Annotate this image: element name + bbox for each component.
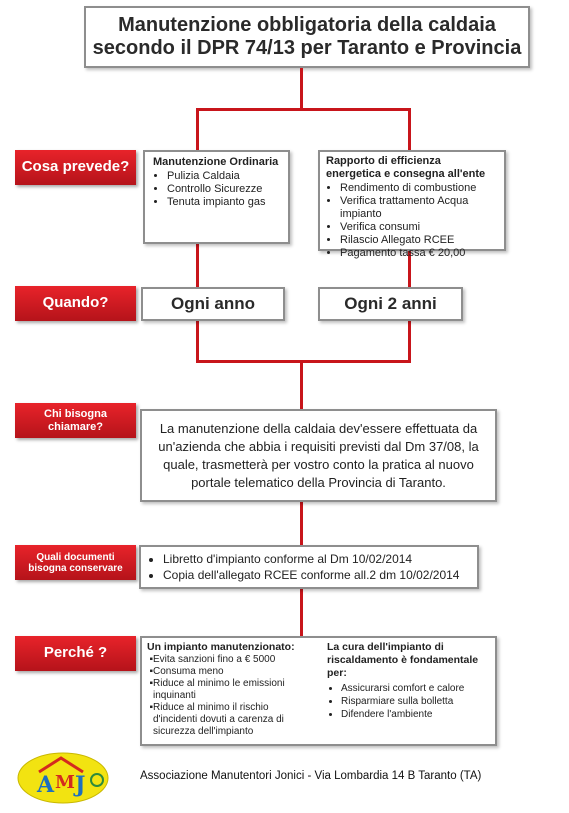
- svg-text:J: J: [75, 772, 86, 798]
- list-item: ▪ Riduce al minimo le emissioni inquinanti: [153, 678, 312, 702]
- list-item: • Controllo Sicurezze: [167, 183, 280, 196]
- list-item: • Libretto d'impianto conforme al Dm 10/02/2014: [163, 551, 469, 567]
- list-item: ▪ Riduce al minimo il rischio d'incidenti dovuti a carenza di sicurezza dell'impianto: [153, 702, 312, 738]
- quando-left-label: Ogni anno: [170, 294, 256, 313]
- connector: [300, 68, 303, 109]
- amj-logo-icon: [17, 750, 110, 805]
- connector: [196, 320, 199, 362]
- list-item: • Tenuta impianto gas: [167, 196, 280, 209]
- list-item: • Verifica consumi: [340, 221, 498, 234]
- ordinaria-heading: Manutenzione Ordinaria: [153, 156, 279, 168]
- tag-documenti: [15, 545, 136, 580]
- connector: [300, 588, 303, 638]
- list-item: • Risparmiare sulla bolletta: [341, 695, 492, 708]
- chi-text: La manutenzione della caldaia dev'essere effettuata da un'azienda che abbia i requisiti previsti dal Dm 37/08, la quale, trasmetterà per vostro conto la pratica al nuovo portale telematico della Provincia di Taranto.: [158, 420, 479, 490]
- perche-box: [140, 636, 497, 746]
- ordinaria-box: [143, 150, 290, 244]
- list-item: ▪ Consuma meno: [153, 666, 312, 678]
- tag-documenti-label: Quali documenti bisogna conservare: [28, 551, 123, 574]
- svg-text:A: A: [37, 772, 55, 798]
- connector: [196, 108, 410, 111]
- tag-perche: [15, 636, 136, 671]
- list-item: • Difendere l'ambiente: [341, 708, 492, 721]
- connector: [300, 360, 303, 410]
- list-item: ▪ Evita sanzioni fino a € 5000: [153, 654, 312, 666]
- list-item: • Pulizia Caldaia: [167, 170, 280, 183]
- connector: [196, 108, 199, 151]
- svg-text:M: M: [55, 772, 75, 793]
- connector: [408, 108, 411, 151]
- perche-left-heading: Un impianto manutenzionato:: [147, 641, 295, 653]
- list-item: • Assicurarsi comfort e calore: [341, 682, 492, 695]
- tag-quando: [15, 286, 136, 321]
- title-box: [84, 6, 530, 68]
- list-item: • Copia dell'allegato RCEE conforme all.2 dm 10/02/2014: [163, 567, 469, 583]
- title-line-1: Manutenzione obbligatoria della caldaia: [118, 14, 496, 36]
- rapporto-heading: Rapporto di efficienza energetica e consegna all'ente: [326, 155, 486, 180]
- connector: [196, 243, 199, 289]
- connector: [196, 360, 411, 363]
- title-line-2: secondo il DPR 74/13 per Taranto e Provincia: [92, 37, 522, 59]
- quando-right-box: [318, 287, 463, 321]
- tag-cosa-prevede: [15, 150, 136, 185]
- tag-quando-label: Quando?: [42, 294, 109, 312]
- chi-box: [140, 409, 497, 502]
- perche-right-heading: La cura dell'impianto di riscaldamento è fondamentale per:: [327, 641, 479, 679]
- connector: [408, 320, 411, 362]
- tag-perche-label: Perché ?: [43, 644, 108, 662]
- documenti-box: [139, 545, 479, 589]
- list-item: • Rendimento di combustione: [340, 182, 498, 195]
- connector: [300, 501, 303, 546]
- tag-chi-label: Chi bisogna chiamare?: [44, 408, 107, 433]
- quando-left-box: [141, 287, 285, 321]
- list-item: • Rilascio Allegato RCEE: [340, 234, 498, 247]
- footer-address: Associazione Manutentori Jonici - Via Lombardia 14 B Taranto (TA): [140, 770, 482, 782]
- tag-cosa-prevede-label: Cosa prevede?: [21, 158, 130, 176]
- rapporto-box: [318, 150, 506, 259]
- quando-right-label: Ogni 2 anni: [344, 294, 437, 313]
- list-item: • Pagamento tassa € 20,00: [340, 247, 498, 260]
- list-item: • Verifica trattamento Acqua impianto: [340, 195, 498, 221]
- amj-logo: [17, 750, 110, 805]
- tag-chi-bisogna-chiamare: [15, 403, 136, 438]
